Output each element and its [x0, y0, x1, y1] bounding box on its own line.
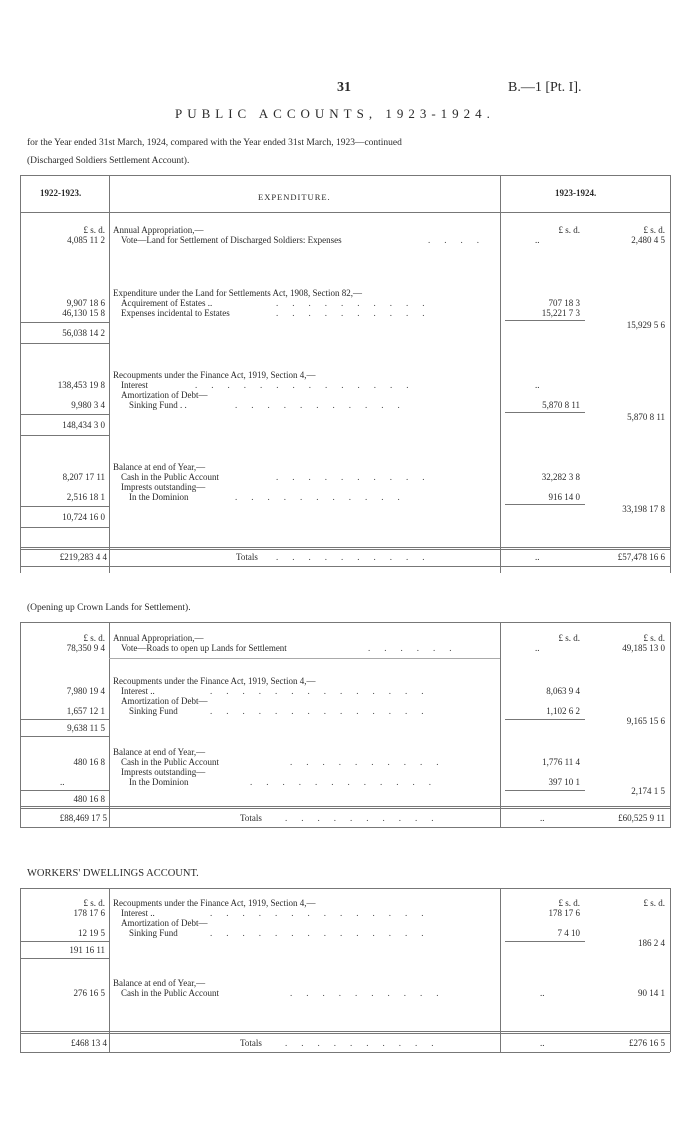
column-header-1923-1924: 1923-1924.	[555, 188, 597, 198]
amount-prev: 480 16 8	[73, 757, 105, 767]
amount-cur-total: 2,480 4 5	[631, 235, 665, 245]
amount-cur: 15,221 7 3	[541, 308, 580, 318]
totals-cur: £276 16 5	[629, 1038, 665, 1048]
row-label: In the Dominion	[129, 777, 189, 787]
subtotal-cur: 15,929 5 6	[626, 320, 665, 330]
row-label: Balance at end of Year,—	[113, 978, 206, 988]
column-header-1922-1923: 1922-1923.	[40, 188, 82, 198]
amount-prev: 12 19 5	[78, 928, 105, 938]
page-subtitle: for the Year ended 31st March, 1924, compared with the Year ended 31st March, 1923—continued	[27, 138, 402, 148]
subtotal-prev: 191 16 11	[69, 945, 105, 955]
amount-cur: 916 14 0	[548, 492, 580, 502]
totals-cur: £57,478 16 6	[617, 552, 665, 562]
amount-cur: 8,063 9 4	[546, 686, 580, 696]
amount-prev: 4,085 11 2	[67, 235, 105, 245]
row-label: Annual Appropriation,—	[113, 633, 204, 643]
section-caption-workers-dwellings: WORKERS' DWELLINGS ACCOUNT.	[27, 868, 199, 879]
subtotal-prev: 9,638 11 5	[67, 723, 105, 733]
row-label: Cash in the Public Account	[121, 472, 219, 482]
amount-cur: 707 18 3	[548, 298, 580, 308]
currency-header: £ s. d.	[83, 225, 105, 235]
totals-label: Totals	[240, 1038, 262, 1048]
amount-prev: 9,980 3 4	[71, 400, 105, 410]
row-label: Sinking Fund	[129, 928, 178, 938]
amount-cur-total: 90 14 1	[638, 988, 665, 998]
amount-cur: ..	[535, 235, 540, 245]
amount-cur: ..	[535, 380, 540, 390]
amount-prev: 9,907 18 6	[66, 298, 105, 308]
totals-prev: £88,469 17 5	[59, 813, 107, 823]
totals-mid: ..	[535, 552, 540, 562]
currency-header: £ s. d.	[83, 898, 105, 908]
amount-cur: 1,102 6 2	[546, 706, 580, 716]
row-label: Vote—Roads to open up Lands for Settlement	[121, 643, 287, 653]
subtotal-cur: 5,870 8 11	[627, 412, 665, 422]
currency-header: £ s. d.	[643, 225, 665, 235]
totals-cur: £60,525 9 11	[618, 813, 665, 823]
amount-prev: 178 17 6	[73, 908, 105, 918]
row-label: Amortization of Debt—	[121, 390, 208, 400]
row-label: Sinking Fund . .	[129, 400, 187, 410]
row-label: Vote—Land for Settlement of Discharged Soldiers: Expenses	[121, 235, 342, 245]
amount-prev: 2,516 18 1	[66, 492, 105, 502]
currency-header: £ s. d.	[643, 633, 665, 643]
subtotal-prev: 56,038 14 2	[62, 328, 105, 338]
amount-prev: ..	[60, 777, 65, 787]
amount-cur: 397 10 1	[548, 777, 580, 787]
totals-prev: £219,283 4 4	[59, 552, 107, 562]
section-caption-crown-lands: (Opening up Crown Lands for Settlement).	[27, 603, 191, 613]
amount-cur: 32,282 3 8	[541, 472, 580, 482]
subtotal-cur: 2,174 1 5	[631, 786, 665, 796]
currency-header: £ s. d.	[643, 898, 665, 908]
amount-prev: 78,350 9 4	[66, 643, 105, 653]
totals-prev: £468 13 4	[71, 1038, 107, 1048]
totals-mid: ..	[540, 813, 545, 823]
currency-header: £ s. d.	[558, 898, 580, 908]
amount-prev: 46,130 15 8	[62, 308, 105, 318]
row-label: Imprests outstanding—	[121, 482, 206, 492]
row-label: Interest ..	[121, 908, 155, 918]
row-label: Acquirement of Estates ..	[121, 298, 213, 308]
amount-prev: 276 16 5	[73, 988, 105, 998]
subtotal-prev: 148,434 3 0	[62, 420, 105, 430]
document-reference: B.—1 [Pt. I].	[508, 80, 582, 95]
amount-cur: ..	[540, 988, 545, 998]
currency-header: £ s. d.	[83, 633, 105, 643]
totals-label: Totals	[236, 552, 258, 562]
row-label: Interest ..	[121, 686, 155, 696]
page-title: PUBLIC ACCOUNTS, 1923-1924.	[175, 106, 495, 121]
row-label: Expenses incidental to Estates	[121, 308, 230, 318]
row-label: Recoupments under the Finance Act, 1919, Section 4,—	[113, 676, 316, 686]
amount-cur-total: 49,185 13 0	[622, 643, 665, 653]
column-header-expenditure: EXPENDITURE.	[258, 192, 331, 202]
row-label: In the Dominion	[129, 492, 189, 502]
page-number: 31	[337, 80, 351, 95]
row-label: Amortization of Debt—	[121, 696, 208, 706]
amount-cur: ..	[535, 643, 540, 653]
row-label: Annual Appropriation,—	[113, 225, 204, 235]
subtotal-prev: 10,724 16 0	[62, 512, 105, 522]
subtotal-cur: 33,198 17 8	[622, 504, 665, 514]
amount-prev: 1,657 12 1	[66, 706, 105, 716]
totals-mid: ..	[540, 1038, 545, 1048]
amount-prev: 138,453 19 8	[57, 380, 105, 390]
amount-cur: 7 4 10	[557, 928, 580, 938]
currency-header: £ s. d.	[558, 225, 580, 235]
row-label: Sinking Fund	[129, 706, 178, 716]
row-label: Cash in the Public Account	[121, 988, 219, 998]
row-label: Recoupments under the Finance Act, 1919, Section 4,—	[113, 370, 316, 380]
row-label: Expenditure under the Land for Settlements Act, 1908, Section 82,—	[113, 288, 362, 298]
row-label: Imprests outstanding—	[121, 767, 206, 777]
amount-cur: 178 17 6	[548, 908, 580, 918]
row-label: Balance at end of Year,—	[113, 747, 206, 757]
amount-prev: 8,207 17 11	[62, 472, 105, 482]
row-label: Balance at end of Year,—	[113, 462, 206, 472]
currency-header: £ s. d.	[558, 633, 580, 643]
row-label: Amortization of Debt—	[121, 918, 208, 928]
subtotal-cur: 186 2 4	[638, 938, 665, 948]
section-caption-discharged-soldiers: (Discharged Soldiers Settlement Account).	[27, 156, 190, 166]
subtotal-cur: 9,165 15 6	[626, 716, 665, 726]
row-label: Interest	[121, 380, 148, 390]
row-label: Cash in the Public Account	[121, 757, 219, 767]
subtotal-prev: 480 16 8	[73, 794, 105, 804]
amount-cur: 5,870 8 11	[542, 400, 580, 410]
amount-prev: 7,980 19 4	[66, 686, 105, 696]
row-label: Recoupments under the Finance Act, 1919, Section 4,—	[113, 898, 316, 908]
amount-cur: 1,776 11 4	[542, 757, 580, 767]
totals-label: Totals	[240, 813, 262, 823]
